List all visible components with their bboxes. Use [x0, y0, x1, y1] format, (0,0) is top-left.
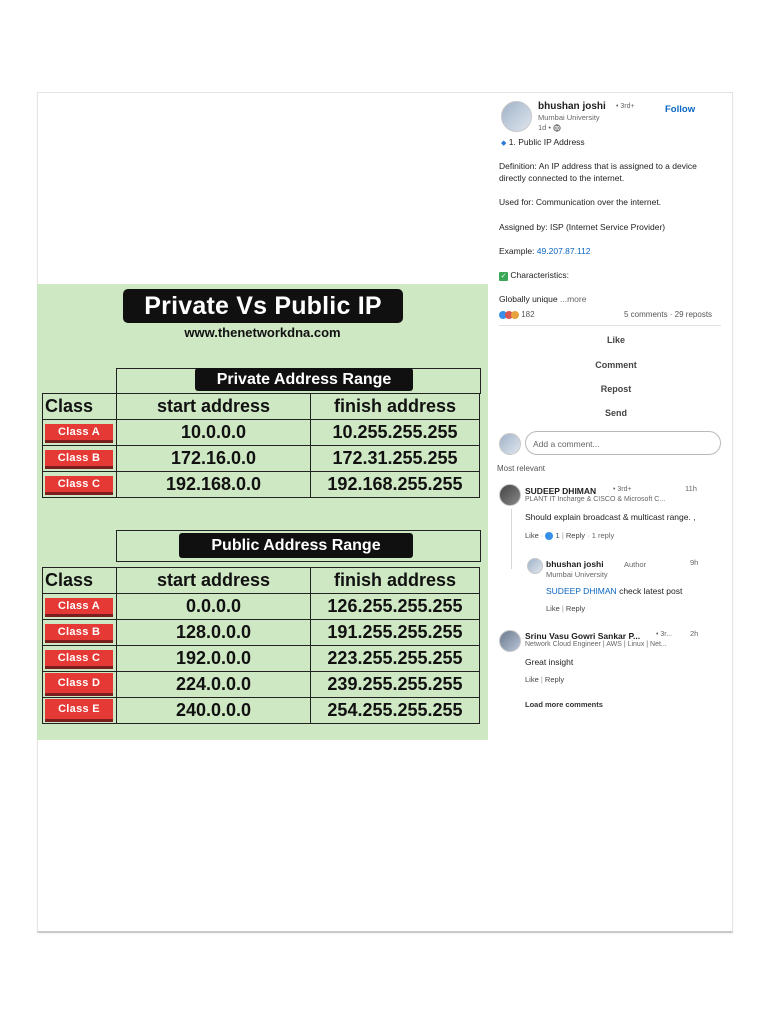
- reply-author-avatar[interactable]: [527, 558, 543, 574]
- comment-like-button[interactable]: Like: [525, 531, 539, 540]
- post-globally: [499, 293, 586, 305]
- author-avatar[interactable]: [501, 101, 532, 132]
- post-characteristics: [499, 269, 569, 281]
- see-more-link[interactable]: ...more: [559, 294, 587, 304]
- characteristics-text: Characteristics:: [510, 270, 569, 280]
- like-button[interactable]: Like: [606, 335, 625, 345]
- start-address: 224.0.0.0: [117, 672, 311, 698]
- class-badge: Class B: [45, 624, 113, 643]
- author-subtitle: Mumbai University: [538, 113, 600, 122]
- comment-actions: Like | Reply: [525, 675, 565, 684]
- insightful-reaction-icon: [511, 311, 519, 319]
- start-address: 0.0.0.0: [117, 594, 311, 620]
- class-badge: Class A: [45, 424, 113, 443]
- start-address: 192.168.0.0: [117, 472, 311, 498]
- table-row: [43, 446, 480, 472]
- class-badge: Class A: [45, 598, 113, 617]
- class-badge: Class E: [45, 699, 113, 722]
- class-badge: Class C: [45, 476, 113, 495]
- public-range-title: Public Address Range: [179, 533, 413, 558]
- viewer-avatar: [499, 433, 521, 455]
- finish-address: 10.255.255.255: [311, 420, 480, 446]
- sort-dropdown[interactable]: Most relevant: [497, 464, 546, 473]
- send-button[interactable]: Send: [604, 408, 627, 418]
- replies-count[interactable]: 1 reply: [591, 531, 615, 540]
- commenter-degree: • 3rd+: [613, 486, 632, 493]
- comment-like-button[interactable]: Like: [525, 675, 539, 684]
- mention-link[interactable]: SUDEEP DHIMAN: [546, 586, 617, 596]
- post-definition: Definition: An IP address that is assigned to a device directly connected to the internet.: [499, 161, 697, 183]
- post-example: [499, 245, 591, 257]
- like-count-icon: [545, 532, 553, 540]
- check-icon: ✓: [500, 273, 507, 280]
- post-used-for: Used for: Communication over the internet.: [499, 197, 662, 207]
- class-badge: Class B: [45, 450, 113, 469]
- load-more-comments-button[interactable]: Load more comments: [525, 700, 603, 709]
- class-badge: Class C: [45, 650, 113, 669]
- comment-reply-button[interactable]: Reply: [565, 531, 586, 540]
- globe-icon: [553, 124, 561, 132]
- private-range-table: [42, 393, 480, 498]
- start-address: 240.0.0.0: [117, 698, 311, 724]
- table-row: [43, 594, 480, 620]
- reaction-count: 182: [521, 310, 535, 319]
- commenter-avatar[interactable]: [499, 630, 521, 652]
- post-heading-text: 1. Public IP Address: [508, 137, 585, 147]
- commenter-name[interactable]: Srinu Vasu Gowri Sankar P...: [525, 631, 641, 641]
- start-address: 10.0.0.0: [117, 420, 311, 446]
- example-label: Example:: [499, 246, 537, 256]
- reply-author-name[interactable]: bhushan joshi: [546, 559, 604, 569]
- reply-like-button[interactable]: Like: [546, 604, 560, 613]
- comment-button[interactable]: Comment: [595, 360, 637, 370]
- post-time: [538, 123, 561, 132]
- reply-author-subtitle: Mumbai University: [546, 570, 608, 579]
- post-stats[interactable]: 5 comments · 29 reposts: [624, 310, 713, 319]
- thread-line: [511, 509, 512, 569]
- start-address: 172.16.0.0: [117, 446, 311, 472]
- header-start: start address: [117, 394, 311, 420]
- header-class: Class: [43, 394, 117, 420]
- infographic-image[interactable]: [37, 284, 488, 740]
- header-class: Class: [43, 568, 117, 594]
- comment-time: 2h: [690, 629, 699, 638]
- start-address: 192.0.0.0: [117, 646, 311, 672]
- follow-button[interactable]: Follow: [665, 104, 696, 115]
- post-assigned-by: Assigned by: ISP (Internet Service Provider): [499, 222, 666, 232]
- finish-address: 191.255.255.255: [311, 620, 480, 646]
- author-name[interactable]: bhushan joshi: [538, 101, 606, 112]
- table-header-row: [43, 394, 480, 420]
- commenter-subtitle: PLANT IT Incharge & CISCO & Microsoft C...: [525, 496, 666, 503]
- commenter-subtitle: Network Cloud Engineer | AWS | Linux | Net...: [525, 641, 667, 648]
- table-row: [43, 698, 480, 724]
- header-finish: finish address: [311, 394, 480, 420]
- reply-text-line: [546, 585, 682, 597]
- post-time-text: 1d •: [538, 123, 552, 132]
- commenter-degree: • 3r...: [656, 631, 673, 638]
- pin-icon: ◆: [501, 140, 507, 147]
- comment-input[interactable]: Add a comment...: [525, 431, 721, 455]
- reply-actions: Like | Reply: [546, 604, 586, 613]
- finish-address: 126.255.255.255: [311, 594, 480, 620]
- comment-text: Should explain broadcast & multicast range. ,: [525, 512, 696, 522]
- reaction-summary[interactable]: [499, 310, 535, 319]
- infographic-site: www.thenetworkdna.com: [184, 325, 341, 340]
- finish-address: 254.255.255.255: [311, 698, 480, 724]
- comment-like-count: 1: [555, 531, 560, 540]
- table-row: [43, 620, 480, 646]
- table-header-row: [43, 568, 480, 594]
- comment-time: 11h: [685, 484, 697, 493]
- divider: [499, 325, 721, 326]
- header-start: start address: [117, 568, 311, 594]
- finish-address: 223.255.255.255: [311, 646, 480, 672]
- comment-actions: Like · 1 | Reply · 1 reply: [525, 531, 615, 540]
- reply-reply-button[interactable]: Reply: [565, 604, 586, 613]
- comment-reply-button[interactable]: Reply: [544, 675, 565, 684]
- commenter-avatar[interactable]: [499, 484, 521, 506]
- private-range-title: Private Address Range: [195, 368, 413, 391]
- table-row: [43, 472, 480, 498]
- comment-text: Great insight: [525, 657, 574, 667]
- author-badge: Author: [624, 560, 647, 569]
- table-row: [43, 420, 480, 446]
- post-heading: [501, 136, 585, 150]
- class-badge: Class D: [45, 673, 113, 696]
- public-range-table: [42, 567, 480, 724]
- start-address: 128.0.0.0: [117, 620, 311, 646]
- infographic-title: Private Vs Public IP: [123, 289, 403, 323]
- finish-address: 172.31.255.255: [311, 446, 480, 472]
- finish-address: 192.168.255.255: [311, 472, 480, 498]
- globally-text: Globally unique: [499, 294, 558, 304]
- table-row: [43, 646, 480, 672]
- finish-address: 239.255.255.255: [311, 672, 480, 698]
- example-ip-link[interactable]: 49.207.87.112: [536, 246, 591, 256]
- repost-button[interactable]: Repost: [600, 384, 632, 394]
- reply-time: 9h: [690, 558, 699, 567]
- header-finish: finish address: [311, 568, 480, 594]
- table-row: [43, 672, 480, 698]
- author-degree: • 3rd+: [616, 103, 635, 110]
- reply-text: check latest post: [616, 586, 683, 596]
- commenter-name[interactable]: SUDEEP DHIMAN: [525, 486, 597, 496]
